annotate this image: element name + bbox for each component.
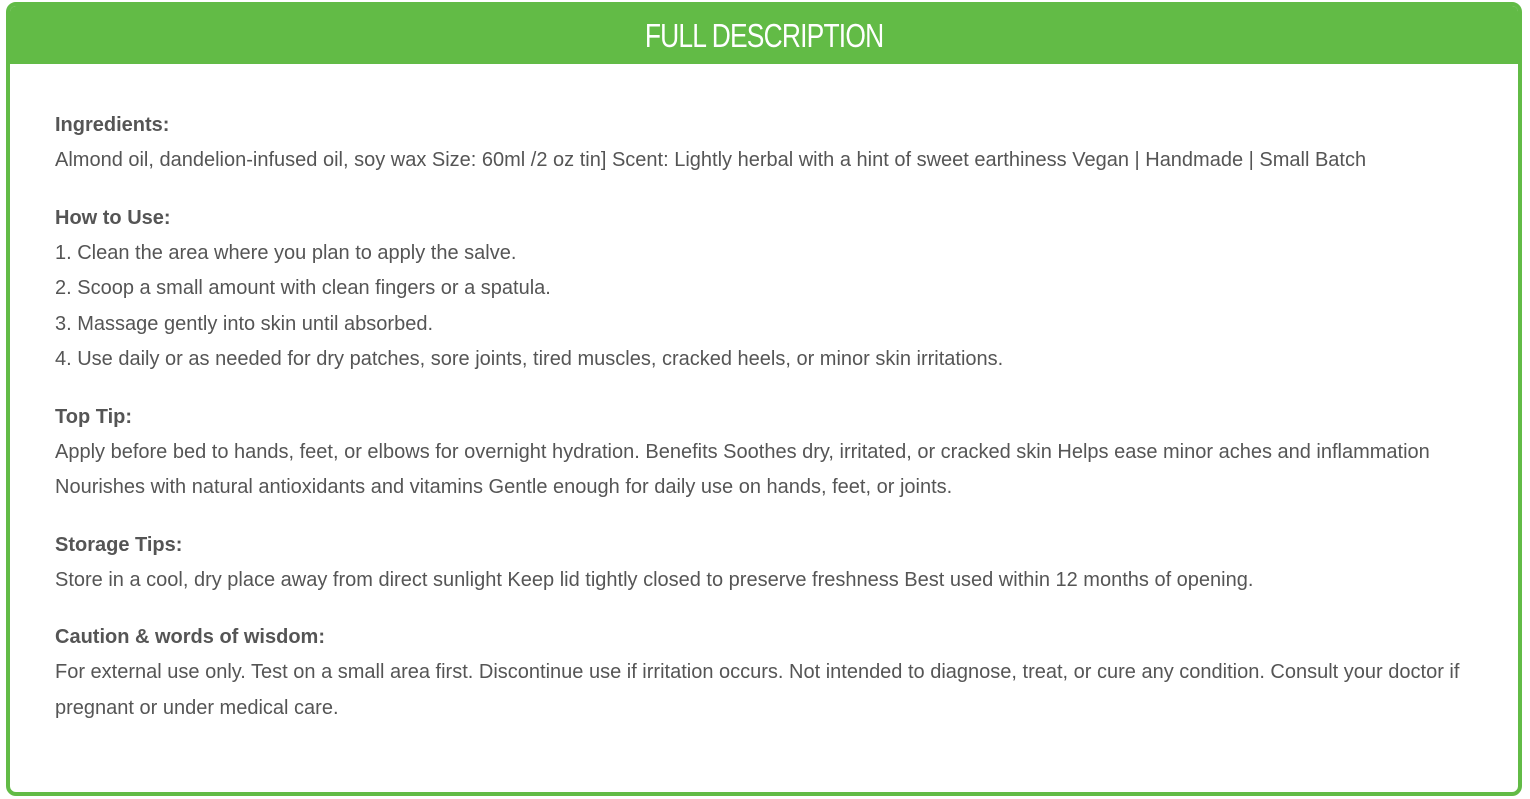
top-tip-heading: Top Tip: <box>55 405 133 428</box>
full-description-panel <box>6 2 1522 796</box>
caution-heading: Caution & words of wisdom: <box>55 626 325 648</box>
ingredients-heading: Ingredients: <box>55 114 170 136</box>
ingredients-text: Almond oil, dandelion-infused oil, soy wax Size: 60ml /2 oz tin] Scent: Lightly herbal with a hint of sweet earthiness Vegan | Handmade | Small Batch <box>55 149 1367 171</box>
section-ingredients <box>55 108 1518 179</box>
how-to-use-steps <box>55 236 1518 378</box>
how-to-use-step: 4. Use daily or as needed for dry patches, sore joints, tired muscles, cracked heels, or minor skin irritations. <box>55 348 1004 370</box>
how-to-use-step: 2. Scoop a small amount with clean fingers or a spatula. <box>55 277 551 299</box>
how-to-use-heading: How to Use: <box>55 206 171 229</box>
how-to-use-step: 1. Clean the area where you plan to apply the salve. <box>55 241 517 264</box>
section-caution <box>55 620 1518 726</box>
panel-title: FULL DESCRIPTION <box>644 17 884 54</box>
section-how-to-use <box>55 201 1518 378</box>
panel-body <box>10 64 1518 726</box>
how-to-use-step: 3. Massage gently into skin until absorbed. <box>55 312 433 335</box>
caution-text: For external use only. Test on a small area first. Discontinue use if irritation occurs. Not intended to diagnose, treat, or cure any condition. Consult your doctor if pregnant or under medical care. <box>55 661 1460 719</box>
storage-tips-heading: Storage Tips: <box>55 533 183 556</box>
panel-header <box>10 6 1518 64</box>
storage-tips-text: Store in a cool, dry place away from direct sunlight Keep lid tightly closed to preserve freshness Best used within 12 months of opening. <box>55 568 1254 591</box>
section-top-tip <box>55 400 1518 506</box>
top-tip-text: Apply before bed to hands, feet, or elbows for overnight hydration. Benefits Soothes dry, irritated, or cracked skin Helps ease minor aches and inflammation Nourishes with natural antioxidants and vitamins Gentle enough for daily use on hands, feet, or joints. <box>55 440 1430 498</box>
section-storage-tips <box>55 528 1518 599</box>
